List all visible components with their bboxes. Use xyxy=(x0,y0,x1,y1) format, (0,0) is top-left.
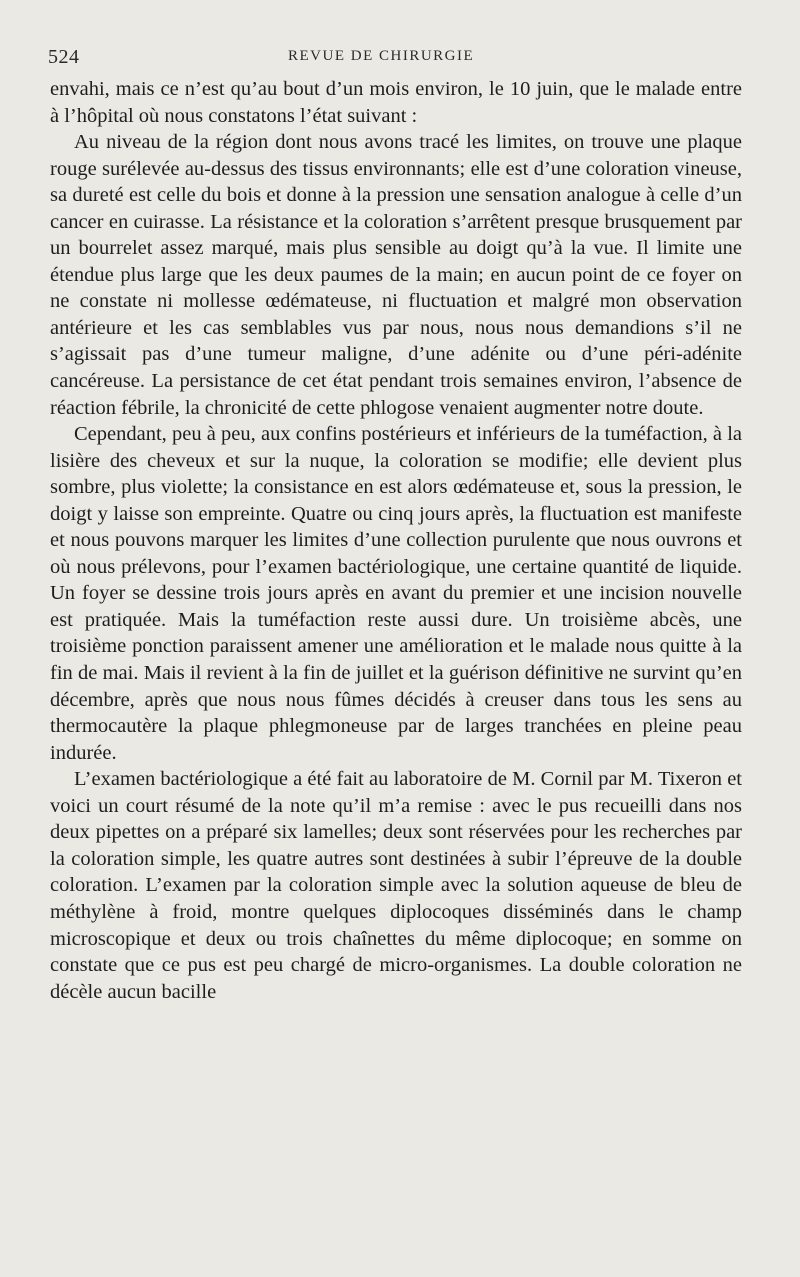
paragraph-bacteriology: L’examen bactériologique a été fait au laboratoire de M. Cornil par M. Tixeron et voici un court résumé de la note qu’il m’a remise : avec le pus recueilli dans nos deux pipettes on a préparé six lamelles; deux sont réservées pour les recherches par la coloration simple, les quatre autres sont destinées à subir l’épreuve de la double coloration. L’examen par la coloration simple avec la solution aqueuse de bleu de méthylène à froid, montre quelques diplocoques disséminés dans le champ microscopique et deux ou trois chaînettes du même diplocoque; en somme on constate que ce pus est peu chargé de micro-organismes. La double coloration ne décèle aucun bacille xyxy=(50,768,742,1003)
page-header xyxy=(48,46,748,70)
paragraph-evolution: Cependant, peu à peu, aux confins postérieurs et inférieurs de la tuméfaction, à la lisière des cheveux et sur la nuque, la coloration se modifie; elle devient plus sombre, plus violette; la consistance en est alors œdémateuse et, sous la pression, le doigt y laisse son empreinte. Quatre ou cinq jours après, la fluctuation est manifeste et nous pouvons marquer les limites d’une collection purulente que nous ouvrons et où nous prélevons, pour l’examen bactériologique, une certaine quantité de liquide. Un foyer se dessine trois jours après en avant du premier et une incision nouvelle est pratiquée. Mais la tuméfaction reste aussi dure. Un troisième abcès, une troisième ponction paraissent amener une amélioration et le malade nous quitte à la fin de mai. Mais il revient à la fin de juillet et la guérison définitive ne survint qu’en décembre, après que nous nous fûmes décidés à creuser dans tous les sens au thermocautère la plaque phlegmoneuse par de larges tranchées en pleine peau indurée. xyxy=(50,423,742,764)
page-number: 524 xyxy=(48,46,80,68)
running-title: REVUE DE CHIRURGIE xyxy=(288,48,475,64)
paragraph-continuation: envahi, mais ce n’est qu’au bout d’un mois environ, le 10 juin, que le malade entre à l’hôpital où nous constatons l’état suivant : xyxy=(50,78,742,127)
body-text xyxy=(50,76,742,1005)
paragraph-clinical-findings: Au niveau de la région dont nous avons tracé les limites, on trouve une plaque rouge surélevée au-dessus des tissus environnants; elle est d’une coloration vineuse, sa dureté est celle du bois et donne à la pression une sensation analogue à celle d’un cancer en cuirasse. La résistance et la coloration s’arrêtent presque brusquement par un bourrelet assez marqué, mais plus sensible au doigt qu’à la vue. Il limite une étendue plus large que les deux paumes de la main; en aucun point de ce foyer on ne constate ni mollesse œdémateuse, ni fluctuation et malgré mon observation antérieure et les cas semblables vus par nous, nous nous demandions s’il ne s’agissait pas d’une tumeur maligne, d’une adénite ou d’une péri-adénite cancéreuse. La persistance de cet état pendant trois semaines environ, l’absence de réaction fébrile, la chronicité de cette phlogose venaient augmenter notre doute. xyxy=(50,131,742,419)
